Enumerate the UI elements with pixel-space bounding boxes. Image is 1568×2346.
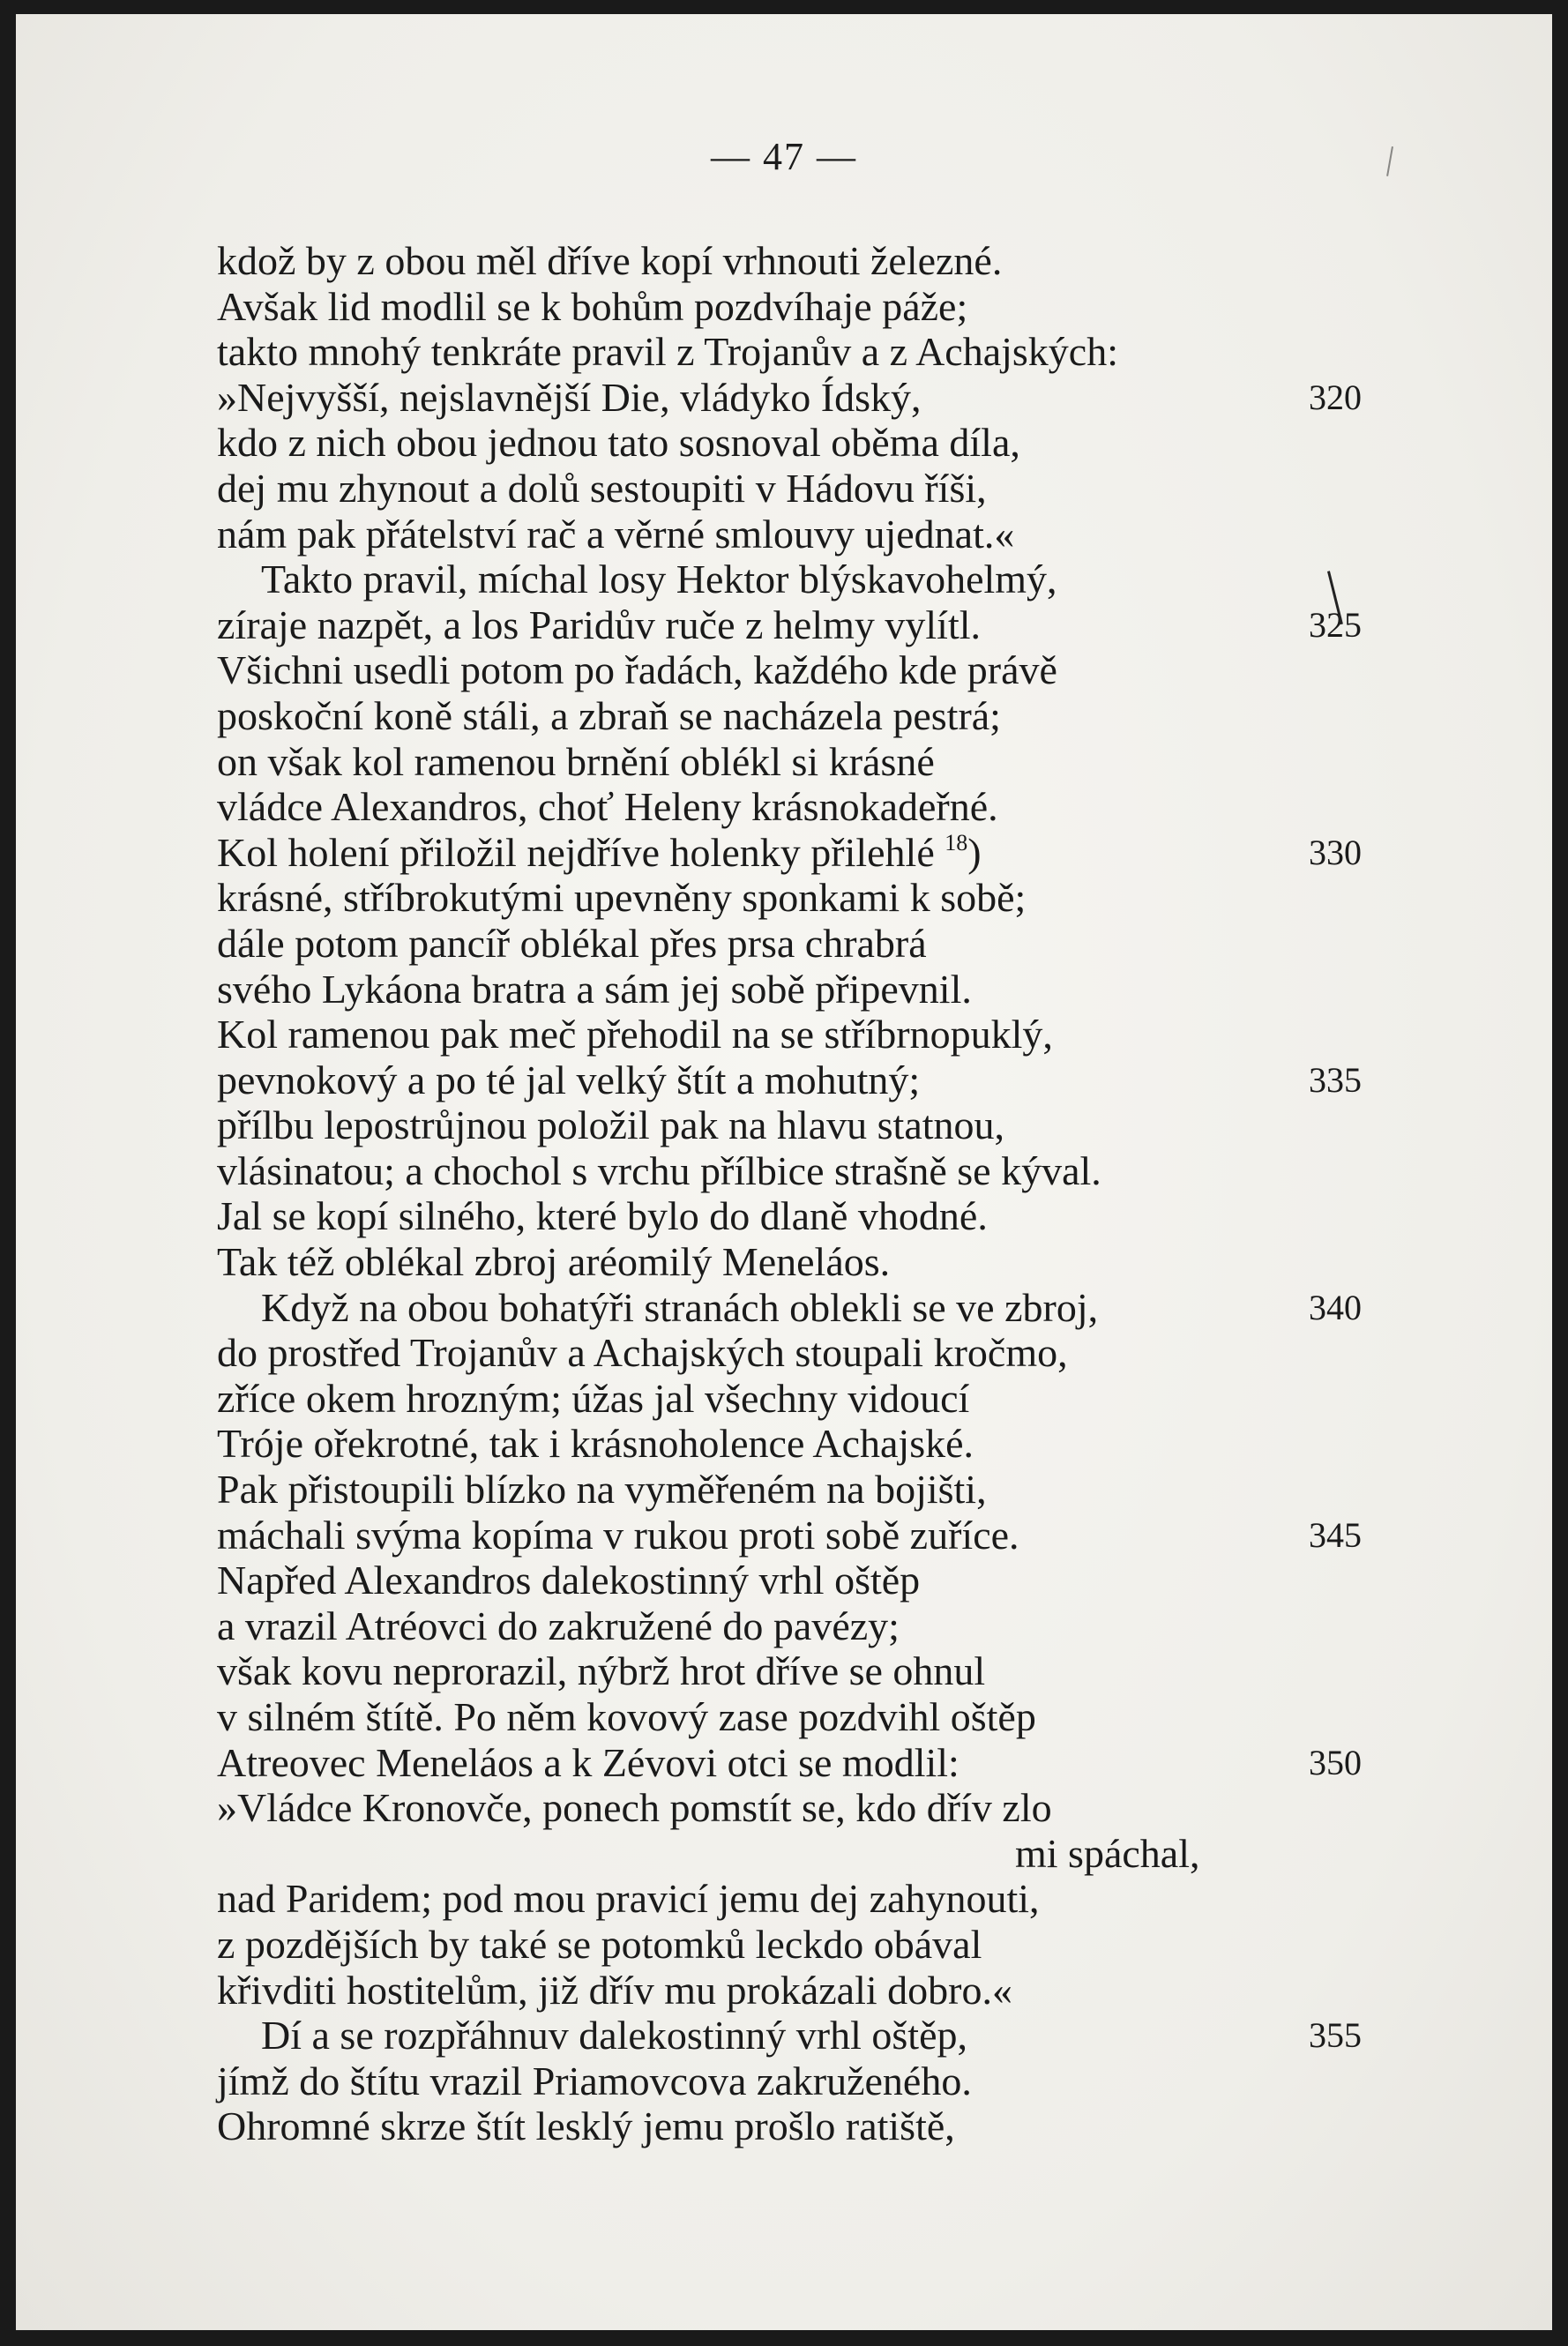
verse-line-text: dále potom pancíř oblékal přes prsa chrabrá bbox=[217, 920, 927, 966]
verse-line-text: Takto pravil, míchal losy Hektor blýskavohelmý, bbox=[261, 557, 1057, 602]
verse-line bbox=[217, 2103, 1390, 2149]
verse-line-text: Všichni usedli potom po řadách, každého kde právě bbox=[217, 647, 1057, 693]
verse-line-text: krásné, stříbrokutými upevněny sponkami k sobě; bbox=[217, 875, 1027, 921]
verse-line-text: máchali svýma kopíma v rukou proti sobě zuříce. bbox=[217, 1512, 1019, 1558]
verse-line-text: Ohromné skrze štít lesklý jemu prošlo ratiště, bbox=[217, 2103, 955, 2149]
verse-line-text: pevnokový a po té jal velký štít a mohutný; bbox=[217, 1057, 921, 1102]
verse-line-text: však kovu neprorazil, nýbrž hrot dříve se ohnul bbox=[217, 1648, 986, 1694]
line-number: 340 bbox=[1309, 1287, 1362, 1327]
verse-line-text: nad Paridem; pod mou pravicí jemu dej zahynouti, bbox=[217, 1876, 1040, 1922]
verse-line bbox=[217, 1467, 1390, 1513]
verse-line bbox=[217, 693, 1390, 739]
line-number: 345 bbox=[1309, 1514, 1362, 1555]
verse-line-text: Tróje ořekrotné, tak i krásnoholence Achajské. bbox=[217, 1421, 974, 1467]
verse-line bbox=[217, 875, 1390, 921]
verse-line bbox=[217, 1968, 1390, 2014]
verse-line bbox=[217, 1148, 1390, 1194]
verse-line bbox=[217, 1012, 1390, 1057]
running-head-page-number: — 47 — bbox=[711, 135, 857, 178]
verse-line bbox=[217, 784, 1390, 830]
verse-line-text: nám pak přátelství rač a věrné smlouvy ujednat.« bbox=[217, 511, 1015, 557]
line-number: 355 bbox=[1309, 2015, 1362, 2056]
verse-line-text: Atreovec Meneláos a k Zévovi otci se modlil: bbox=[217, 1739, 959, 1785]
verse-line-text: vlásinatou; a chochol s vrchu přílbice strašně se kýval. bbox=[217, 1147, 1101, 1193]
line-number: 330 bbox=[1309, 832, 1362, 872]
verse-line-text: Pak přistoupili blízko na vyměřeném na bojišti, bbox=[217, 1467, 987, 1513]
verse-line bbox=[217, 329, 1390, 375]
verse-line bbox=[217, 1831, 1390, 1877]
verse-line bbox=[217, 557, 1390, 602]
verse-line bbox=[217, 1922, 1390, 1968]
verse-line bbox=[217, 284, 1390, 330]
verse-line bbox=[217, 466, 1390, 512]
footnote-paren: ) bbox=[967, 829, 982, 875]
verse-line-text: jímž do štítu vrazil Priamovcova zakruženého. bbox=[217, 2058, 972, 2103]
line-number: 320 bbox=[1309, 377, 1362, 417]
verse-line-text: Jal se kopí silného, které bylo do dlaně vhodné. bbox=[217, 1193, 988, 1239]
verse-line bbox=[217, 1740, 1390, 1786]
verse-line bbox=[217, 1603, 1390, 1649]
verse-line bbox=[217, 1421, 1390, 1467]
verse-line-text: Dí a se rozpřáhnuv dalekostinný vrhl oštěp, bbox=[261, 2013, 967, 2058]
verse-line bbox=[217, 602, 1390, 648]
verse-line bbox=[217, 420, 1390, 466]
verse-line-text: »Vládce Kronovče, ponech pomstít se, kdo dřív zlo bbox=[217, 1785, 1052, 1831]
verse-line-text: »Nejvyšší, nejslavnější Die, vládyko Ídský, bbox=[217, 374, 922, 420]
verse-line-text: zříce okem hrozným; úžas jal všechny vidoucí bbox=[217, 1375, 970, 1421]
verse-line bbox=[217, 1057, 1390, 1103]
verse-line bbox=[217, 739, 1390, 785]
verse-line bbox=[217, 1558, 1390, 1603]
verse-line-text: Kol holení přiložil nejdříve holenky přilehlé bbox=[217, 829, 935, 875]
verse-line-text: přílbu lepostrůjnou položil pak na hlavu statnou, bbox=[217, 1102, 1005, 1148]
verse-line bbox=[217, 375, 1390, 421]
verse-line-text: křivditi hostitelům, již dřív mu prokázali dobro.« bbox=[217, 1967, 1012, 2013]
verse-line-text: takto mnohý tenkráte pravil z Trojanův a z Achajských: bbox=[217, 329, 1118, 375]
book-page bbox=[16, 14, 1552, 2330]
verse-line-text: Napřed Alexandros dalekostinný vrhl oštěp bbox=[217, 1558, 921, 1603]
verse-line bbox=[217, 1376, 1390, 1422]
line-number: 335 bbox=[1309, 1059, 1362, 1100]
verse-line bbox=[217, 1694, 1390, 1740]
verse-line bbox=[217, 2013, 1390, 2058]
verse-line bbox=[217, 647, 1390, 693]
verse-line-text: Tak též oblékal zbroj aréomilý Meneláos. bbox=[217, 1239, 891, 1285]
verse-line-text: Avšak lid modlil se k bohům pozdvíhaje páže; bbox=[217, 283, 968, 329]
verse-line-text: zíraje nazpět, a los Paridův ruče z helmy vylítl. bbox=[217, 601, 982, 647]
line-number: 325 bbox=[1309, 604, 1362, 645]
verse-line bbox=[217, 967, 1390, 1012]
verse-line bbox=[217, 1193, 1390, 1239]
verse-line-text: dej mu zhynout a dolů sestoupiti v Hádovu říši, bbox=[217, 465, 987, 511]
verse-line-text: do prostřed Trojanův a Achajských stoupali kročmo, bbox=[217, 1330, 1068, 1376]
verse-line bbox=[217, 512, 1390, 557]
verse-line bbox=[217, 1648, 1390, 1694]
footnote-marker: 18 bbox=[945, 829, 968, 855]
verse-line bbox=[217, 2058, 1390, 2104]
verse-line bbox=[217, 238, 1390, 284]
verse-line-text: v silném štítě. Po něm kovový zase pozdvihl oštěp bbox=[217, 1694, 1036, 1739]
verse-line bbox=[217, 1513, 1390, 1558]
verse-line-text: Když na obou bohatýři stranách oblekli se ve zbroj, bbox=[261, 1284, 1099, 1330]
verse-line-text: poskoční koně stáli, a zbraň se nacházela pestrá; bbox=[217, 692, 1001, 738]
verse-line-text: on však kol ramenou brnění oblékl si krásné bbox=[217, 738, 935, 784]
verse-line bbox=[217, 1102, 1390, 1148]
verse-line bbox=[217, 1876, 1390, 1922]
verse-line-text: vládce Alexandros, choť Heleny krásnokadeřné. bbox=[217, 784, 998, 830]
line-number: 350 bbox=[1309, 1742, 1362, 1782]
verse-line bbox=[217, 1239, 1390, 1285]
verse-line bbox=[217, 830, 1390, 876]
verse-line-text: mi spáchal, bbox=[1015, 1830, 1200, 1876]
verse-line-text: svého Lykáona bratra a sám jej sobě připevnil. bbox=[217, 966, 972, 1012]
verse-line-text: kdo z nich obou jednou tato sosnoval oběma díla, bbox=[217, 420, 1020, 466]
verse-line-text: z pozdějších by také se potomků leckdo obával bbox=[217, 1921, 982, 1967]
verse-line bbox=[217, 1330, 1390, 1376]
verse-line-text: a vrazil Atréovci do zakružené do pavézy; bbox=[217, 1603, 900, 1648]
verse-line bbox=[217, 1785, 1390, 1831]
verse-line bbox=[217, 921, 1390, 967]
verse-line-text: kdož by z obou měl dříve kopí vrhnouti železné. bbox=[217, 238, 1003, 283]
verse-block bbox=[217, 238, 1390, 2149]
verse-line-text: Kol ramenou pak meč přehodil na se stříbrnopuklý, bbox=[217, 1012, 1053, 1057]
verse-line bbox=[217, 1285, 1390, 1331]
